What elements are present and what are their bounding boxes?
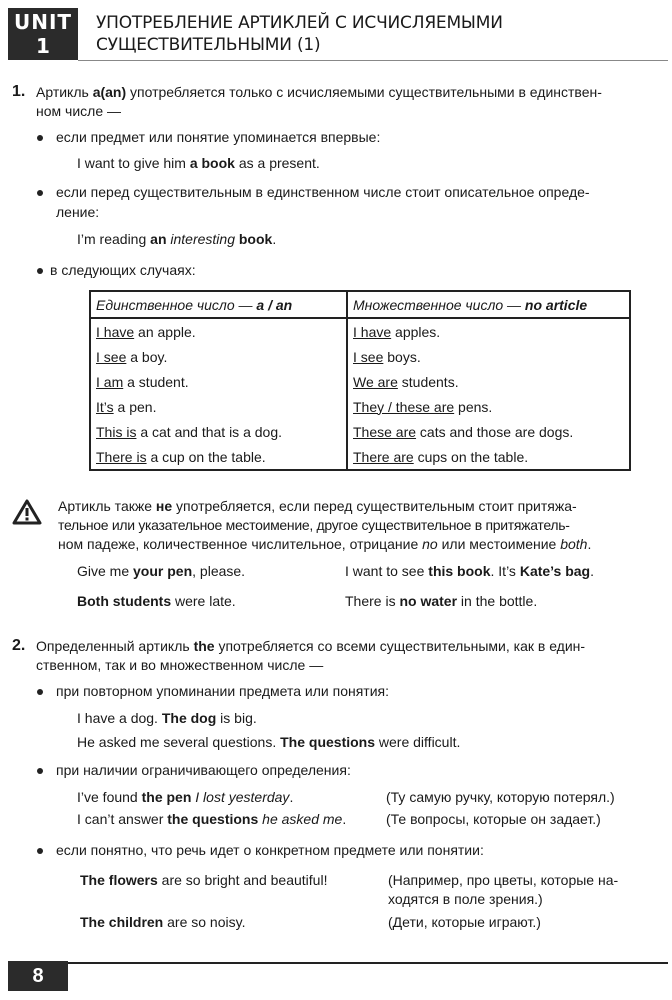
- table-cell: I have apples.: [347, 318, 630, 344]
- bullet: [37, 689, 43, 695]
- note-line-1: Артикль также не употребляется, если перед существительным стоит притяжа-: [58, 498, 577, 514]
- table-cell: It’s a pen.: [90, 394, 347, 419]
- bullet: [37, 268, 43, 274]
- note-line-2: тельное или указательное местоимение, другое существительное в притяжатель-: [58, 517, 570, 533]
- table-cell: They / these are pens.: [347, 394, 630, 419]
- unit-label: UNIT: [13, 10, 73, 34]
- example-the-questions: He asked me several questions. The questions were difficult.: [77, 734, 461, 750]
- table-cell: We are students.: [347, 369, 630, 394]
- section-2-line-1: Определенный артикль the употребляется со всеми существительными, как в един-: [36, 638, 586, 654]
- section-2-line-2: ственном, так и во множественном числе —: [36, 657, 324, 673]
- translation-the-pen: (Ту самую ручку, которую потерял.): [386, 789, 615, 805]
- example-interesting-book: I’m reading an interesting book.: [77, 231, 277, 247]
- table-row: [90, 444, 630, 470]
- example-answer-questions: I can’t answer the questions he asked me.: [77, 811, 347, 827]
- header-plural: Множественное число — no article: [347, 291, 630, 318]
- example-this-book: I want to see this book. It’s Kate’s bag.: [345, 563, 594, 579]
- unit-badge: [8, 8, 78, 60]
- table-cell: There are cups on the table.: [347, 444, 630, 470]
- rule-repeated-mention: при повторном упоминании предмета или понятия:: [56, 683, 389, 699]
- page-number: 8: [8, 961, 68, 991]
- translation-children: (Дети, которые играют.): [388, 914, 541, 930]
- title-line-1: УПОТРЕБЛЕНИЕ АРТИКЛЕЙ С ИСЧИСЛЯЕМЫМИ: [96, 13, 503, 33]
- table-row: [90, 419, 630, 444]
- example-the-flowers: The flowers are so bright and beautiful!: [80, 872, 328, 888]
- translation-questions: (Те вопросы, которые он задает.): [386, 811, 601, 827]
- example-no-water: There is no water in the bottle.: [345, 593, 538, 609]
- bullet: [37, 190, 43, 196]
- example-your-pen: Give me your pen, please.: [77, 563, 246, 579]
- table-row: [90, 318, 630, 344]
- bullet: [37, 848, 43, 854]
- warning-icon: [12, 498, 42, 526]
- unit-number: 1: [36, 34, 50, 58]
- table-cell: There is a cup on the table.: [90, 444, 347, 470]
- translation-flowers-1: (Например, про цветы, которые на-: [388, 872, 619, 888]
- section-1-number: 1.: [12, 83, 26, 100]
- bullet: [37, 768, 43, 774]
- example-both-students: Both students were late.: [77, 593, 236, 609]
- example-the-children: The children are so noisy.: [80, 914, 246, 930]
- table-cell: I have an apple.: [90, 318, 347, 344]
- rule-first-mention: если предмет или понятие упоминается впервые:: [56, 129, 381, 145]
- rule-specific-object: если понятно, что речь идет о конкретном предмете или понятии:: [56, 842, 484, 858]
- table-row: [90, 344, 630, 369]
- section-1-line-1: Артикль a(an) употребляется только с исчисляемыми существительными в единствен-: [36, 84, 602, 100]
- table-row: [90, 394, 630, 419]
- table-cell: I see a boy.: [90, 344, 347, 369]
- table-cell: I see boys.: [347, 344, 630, 369]
- title-line-2: СУЩЕСТВИТЕЛЬНЫМИ (1): [96, 35, 321, 55]
- rule-descriptive-line-1: если перед существительным в единственном числе стоит описательное опреде-: [56, 184, 590, 200]
- example-the-dog: I have a dog. The dog is big.: [77, 710, 257, 726]
- rule-descriptive-line-2: ление:: [56, 204, 100, 220]
- section-1-line-2: ном числе —: [36, 103, 121, 119]
- table-cell: These are cats and those are dogs.: [347, 419, 630, 444]
- header-singular: Единственное число — a / an: [90, 291, 347, 318]
- note-line-3: ном падеже, количественное числительное, отрицание no или местоимение both.: [58, 536, 592, 552]
- example-the-pen: I’ve found the pen I lost yesterday.: [77, 789, 294, 805]
- section-2-number: 2.: [12, 637, 26, 654]
- bullet: [37, 135, 43, 141]
- rule-following-cases: в следующих случаях:: [50, 262, 196, 278]
- table-row: [90, 369, 630, 394]
- table-cell: This is a cat and that is a dog.: [90, 419, 347, 444]
- article-table: [89, 290, 631, 471]
- table-header-row: [90, 291, 630, 318]
- table-cell: I am a student.: [90, 369, 347, 394]
- example-a-book: I want to give him a book as a present.: [77, 155, 320, 171]
- page-title: [96, 12, 503, 56]
- translation-flowers-2: ходятся в поле зрения.): [388, 891, 543, 907]
- footer-divider: [68, 962, 668, 964]
- rule-restrictive-definition: при наличии ограничивающего определения:: [56, 762, 351, 778]
- header-divider: [78, 60, 668, 61]
